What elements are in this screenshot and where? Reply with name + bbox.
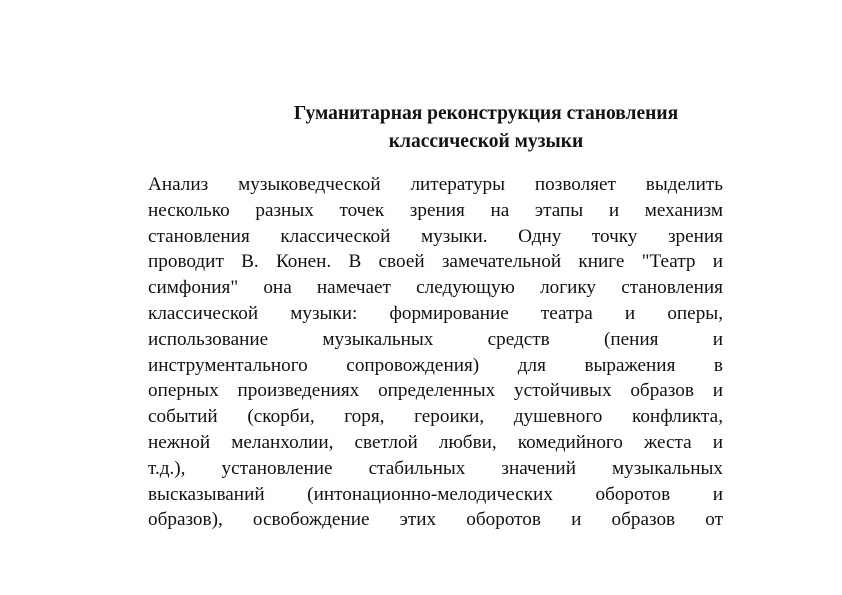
text-line: классической музыки: формирование театра и оперы,: [148, 302, 723, 324]
text-line: инструментального сопровождения) для выражения в: [148, 354, 723, 376]
title-line-2: классической музыки: [388, 131, 584, 152]
text-line: т.д.), установление стабильных значений музыкальных: [148, 457, 723, 479]
title-line-1: Гуманитарная реконструкция становления: [293, 103, 679, 124]
text-line: событий (скорби, горя, героики, душевного конфликта,: [148, 406, 723, 428]
text-line: становления классической музыки. Одну точку зрения: [148, 225, 723, 247]
text-line: высказываний (интонационно-мелодических оборотов и: [148, 483, 723, 505]
text-line: несколько разных точек зрения на этапы и механизм: [148, 199, 723, 221]
text-line: оперных произведениях определенных устойчивых образов и: [148, 380, 723, 402]
text-line: симфония" она намечает следующую логику становления: [148, 277, 723, 299]
text-line: образов), освобождение этих оборотов и образов от: [148, 509, 723, 531]
text-line: нежной меланхолии, светлой любви, комедийного жеста и: [148, 431, 723, 453]
body-paragraph: [148, 172, 723, 533]
text-line: использование музыкальных средств (пения и: [148, 328, 723, 350]
text-line: проводит В. Конен. В своей замечательной книге "Театр и: [148, 251, 723, 273]
text-line: Анализ музыковедческой литературы позволяет выделить: [148, 174, 723, 195]
page-title: [262, 100, 710, 156]
